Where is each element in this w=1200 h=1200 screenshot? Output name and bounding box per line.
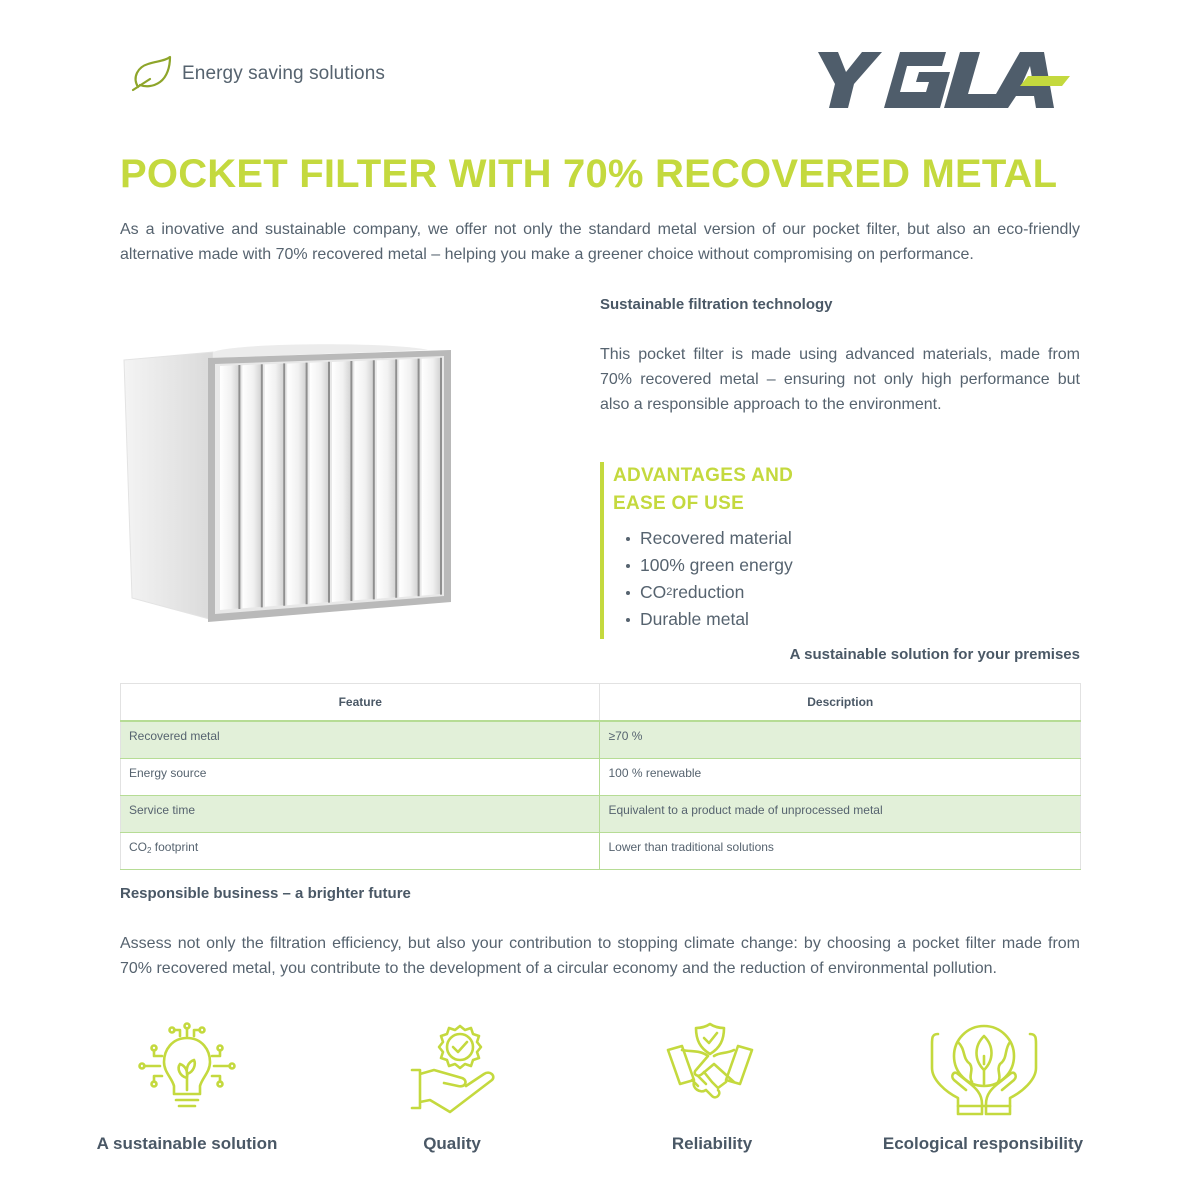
pocket-filter-image [118, 340, 458, 640]
advantages-heading-line1: ADVANTAGES AND [613, 465, 794, 486]
advantages-heading [613, 462, 793, 518]
filter-pocket [354, 360, 372, 600]
responsible-heading: Responsible business – a brighter future [120, 885, 411, 902]
bullet-icon [626, 618, 630, 622]
premises-heading: A sustainable solution for your premises [789, 646, 1080, 663]
filter-pocket [287, 363, 305, 605]
bullet-icon [626, 564, 630, 568]
lightbulb-leaf-icon [122, 1020, 252, 1120]
feature-label: Quality [423, 1134, 481, 1153]
table-row [121, 833, 1081, 870]
description-cell: Equivalent to a product made of unprocessed metal [600, 796, 1081, 833]
table-header-row [121, 684, 1081, 722]
feature-label: A sustainable solution [96, 1134, 278, 1153]
feature-label: Reliability [671, 1134, 753, 1153]
feature-label: Ecological responsibility [882, 1134, 1084, 1153]
bullet-icon [626, 591, 630, 595]
filter-pocket [399, 359, 417, 597]
tagline-text: Energy saving solutions [182, 63, 385, 84]
feature-cell: Recovered metal [121, 721, 600, 759]
advantage-item: Durable metal [626, 606, 793, 633]
ygla-logo [808, 46, 1072, 112]
description-cell: Lower than traditional solutions [600, 833, 1081, 870]
leaf-icon [130, 55, 174, 93]
filter-pocket [377, 360, 395, 599]
filter-pocket [332, 361, 350, 602]
table-row [121, 721, 1081, 759]
svg-text:YGLA: YGLA [808, 46, 811, 47]
filter-pocket [265, 364, 283, 607]
feature-cell: Service time [121, 796, 600, 833]
advantage-item: CO 2 reduction [626, 579, 793, 606]
advantages-box [600, 462, 1084, 639]
column-header-description: Description [600, 684, 1081, 722]
handshake-shield-icon [648, 1020, 778, 1120]
filter-pocket [310, 362, 328, 604]
technology-heading: Sustainable filtration technology [600, 296, 833, 313]
hand-badge-check-icon [392, 1020, 522, 1120]
filter-pocket [242, 364, 260, 608]
intro-paragraph: As a inovative and sustainable company, we offer not only the standard metal version of our pocket filter, but also an eco-friendly alternative made with 70% recovered metal – helping you make a greener choice without compromising on performance. [120, 221, 1080, 263]
description-cell: 100 % renewable [600, 759, 1081, 796]
page-title: POCKET FILTER WITH 70% RECOVERED METAL [120, 152, 1058, 196]
tagline [130, 55, 385, 93]
feature-cell: $CO_2$ footprint [121, 833, 600, 870]
responsible-paragraph: Assess not only the filtration efficiency, but also your contribution to stopping climate change: by choosing a pocket filter made from 70% recovered metal, you contribute to the development of a circular economy and the reduction of environmental pollution. [120, 935, 1080, 977]
bullet-icon [626, 537, 630, 541]
description-cell: ≥70 % [600, 721, 1081, 759]
feature-cell: Energy source [121, 759, 600, 796]
hands-globe-leaf-icon [918, 1020, 1048, 1120]
advantages-heading-line2: EASE OF USE [613, 493, 745, 514]
filter-pocket [220, 365, 238, 610]
advantages-list [626, 525, 793, 633]
filter-pocket [422, 358, 440, 596]
advantage-item: 100% green energy [626, 552, 793, 579]
advantage-item: Recovered material [626, 525, 793, 552]
technology-paragraph: This pocket filter is made using advanced materials, made from 70% recovered metal – ensuring not only high performance but also a responsible approach to the environment. [600, 346, 1080, 413]
column-header-feature: Feature [121, 684, 600, 722]
table-row [121, 796, 1081, 833]
feature-table [120, 683, 1081, 870]
table-row [121, 759, 1081, 796]
